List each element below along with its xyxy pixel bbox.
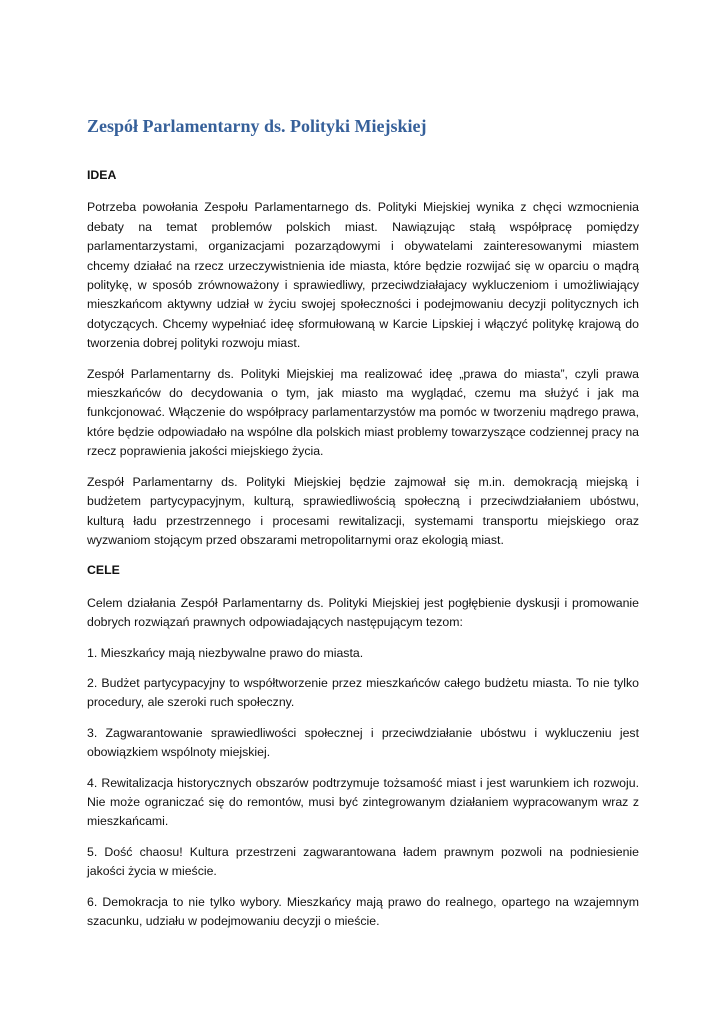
cele-thesis: 1. Mieszkańcy mają niezbywalne prawo do miasta. — [87, 645, 364, 660]
cele-thesis: 5. Dość chaosu! Kultura przestrzeni zagwarantowana ładem prawnym pozwoli na podniesienie jakości życia w mieście. — [87, 844, 639, 879]
idea-paragraph: Zespół Parlamentarny ds. Polityki Miejskiej będzie zajmował się m.in. demokracją miejską i budżetem partycypacyjnym, kulturą, sprawiedliwością społeczną i przeciwdziałaniem ubóstwu, kulturą ładu przestrzennego i procesami rewitalizacji, systemami transportu miejskiego oraz wyzwaniom stojącym przed obszarami metropolitarnymi oraz ekologią miast. — [87, 474, 639, 547]
document-title: Zespół Parlamentarny ds. Polityki Miejskiej — [87, 116, 427, 136]
cele-thesis: 2. Budżet partycypacyjny to współtworzenie przez mieszkańców całego budżetu miasta. To nie tylko procedury, ale szeroki ruch społeczny. — [87, 675, 639, 710]
cele-intro-paragraph: Celem działania Zespół Parlamentarny ds. Polityki Miejskiej jest pogłębienie dyskusji i promowanie dobrych rozwiązań prawnych odpowiadających następującym tezom: — [87, 595, 639, 630]
idea-paragraph: Potrzeba powołania Zespołu Parlamentarnego ds. Polityki Miejskiej wynika z chęci wzmocnienia debaty na temat problemów polskich miast. Nawiązując stałą współpracę pomiędzy parlamentarzystami, organizacjami pozarządowymi i obywatelami zainteresowanymi miastem chcemy działać na rzecz urzeczywistnienia ide miasta, które będzie rozwijać się w oparciu o mądrą politykę, w sposób zrównoważony i sprawiedliwy, przeciwdziałajacy wykluczeniom i umożliwiający mieszkańcom aktywny udział w życiu swojej społeczności i podejmowaniu decyzji politycznych ich dotyczących. Chcemy wypełniać ideę sformułowaną w Karcie Lipskiej i włączyć politykę krajową do tworzenia dobrej polityki rozwoju miast. — [87, 200, 639, 351]
cele-thesis: 6. Demokracja to nie tylko wybory. Mieszkańcy mają prawo do realnego, opartego na wzajemnym szacunku, udziału w podejmowaniu decyzji o mieście. — [87, 894, 639, 928]
cele-thesis: 4. Rewitalizacja historycznych obszarów podtrzymuje tożsamość miast i jest warunkiem ich rozwoju. Nie może ograniczać się do remontów, musi być zintegrowanym działaniem wypracowanym wraz z mieszkańcami. — [87, 775, 639, 829]
cele-thesis: 3. Zagwarantowanie sprawiedliwości społecznej i przeciwdziałanie ubóstwu i wykluczeniu jest obowiązkiem wspólnoty miejskiej. — [87, 725, 639, 760]
document-body — [87, 166, 639, 942]
idea-paragraph: Zespół Parlamentarny ds. Polityki Miejskiej ma realizować ideę „prawa do miasta”, czyli prawa mieszkańców do decydowania o tym, jak miasto ma wyglądać, czemu ma służyć i jak ma funkcjonować. Włączenie do współpracy parlamentarzystów ma pomóc w tworzeniu mądrego prawa, które będzie odpowiadało na wspólne dla polskich miast problemy towarzyszące codziennej pracy na rzecz poprawienia jakości miejskiego życia. — [87, 366, 639, 459]
section-heading-idea: IDEA — [87, 168, 117, 182]
section-heading-cele: CELE — [87, 563, 120, 578]
